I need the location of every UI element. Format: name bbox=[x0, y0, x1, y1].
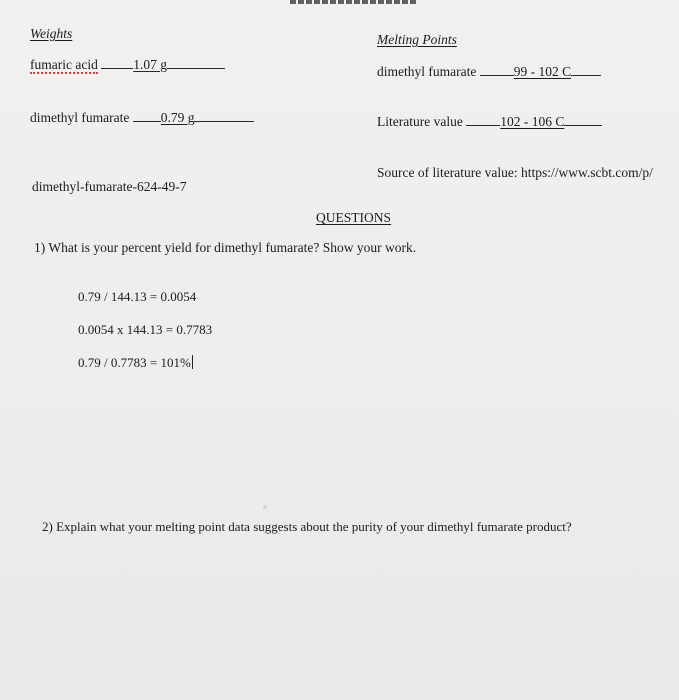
dimethyl-fumarate-weight-value: 0.79 g bbox=[160, 110, 195, 125]
work-line-2: 0.0054 x 144.13 = 0.7783 bbox=[78, 322, 213, 337]
melting-points-heading: Melting Points bbox=[377, 32, 457, 47]
work-line-3-text: 0.79 / 0.7783 = 101% bbox=[78, 355, 191, 370]
blank-line bbox=[101, 56, 133, 69]
work-line-3[interactable] bbox=[78, 355, 193, 371]
work-line-1: 0.79 / 144.13 = 0.0054 bbox=[78, 289, 197, 304]
literature-value-row bbox=[377, 113, 602, 130]
fumaric-acid-label: fumaric acid bbox=[30, 57, 98, 72]
weights-heading: Weights bbox=[30, 26, 73, 41]
dimethyl-fumarate-weight-row bbox=[30, 109, 254, 126]
blank-line bbox=[167, 56, 225, 69]
blank-line bbox=[133, 109, 161, 122]
fumaric-acid-row bbox=[30, 56, 225, 73]
blank-line bbox=[194, 109, 254, 122]
blank-line bbox=[466, 113, 500, 126]
blank-line bbox=[480, 63, 514, 76]
dimethyl-fumarate-weight-label: dimethyl fumarate bbox=[30, 110, 130, 125]
source-label: Source of literature value: bbox=[377, 165, 518, 180]
source-row bbox=[377, 165, 653, 181]
melting-point-value: 99 - 102 C bbox=[513, 64, 572, 79]
fumaric-acid-value: 1.07 g bbox=[133, 57, 167, 72]
source-url: https://www.scbt.com/p/ bbox=[520, 165, 653, 180]
dust-speck bbox=[263, 505, 267, 509]
header-fragment bbox=[290, 0, 418, 4]
melting-point-label: dimethyl fumarate bbox=[377, 64, 477, 79]
blank-line bbox=[564, 113, 602, 126]
questions-heading: QUESTIONS bbox=[316, 210, 392, 225]
source-continuation: dimethyl-fumarate-624-49-7 bbox=[32, 179, 187, 194]
blank-line bbox=[571, 63, 601, 76]
literature-value-label: Literature value bbox=[377, 114, 463, 129]
text-cursor bbox=[192, 355, 193, 369]
literature-value: 102 - 106 C bbox=[500, 114, 565, 129]
melting-point-row bbox=[377, 63, 601, 80]
question-2: 2) Explain what your melting point data suggests about the purity of your dimethyl fumarate product? bbox=[42, 519, 572, 534]
question-1: 1) What is your percent yield for dimethyl fumarate? Show your work. bbox=[34, 240, 417, 255]
